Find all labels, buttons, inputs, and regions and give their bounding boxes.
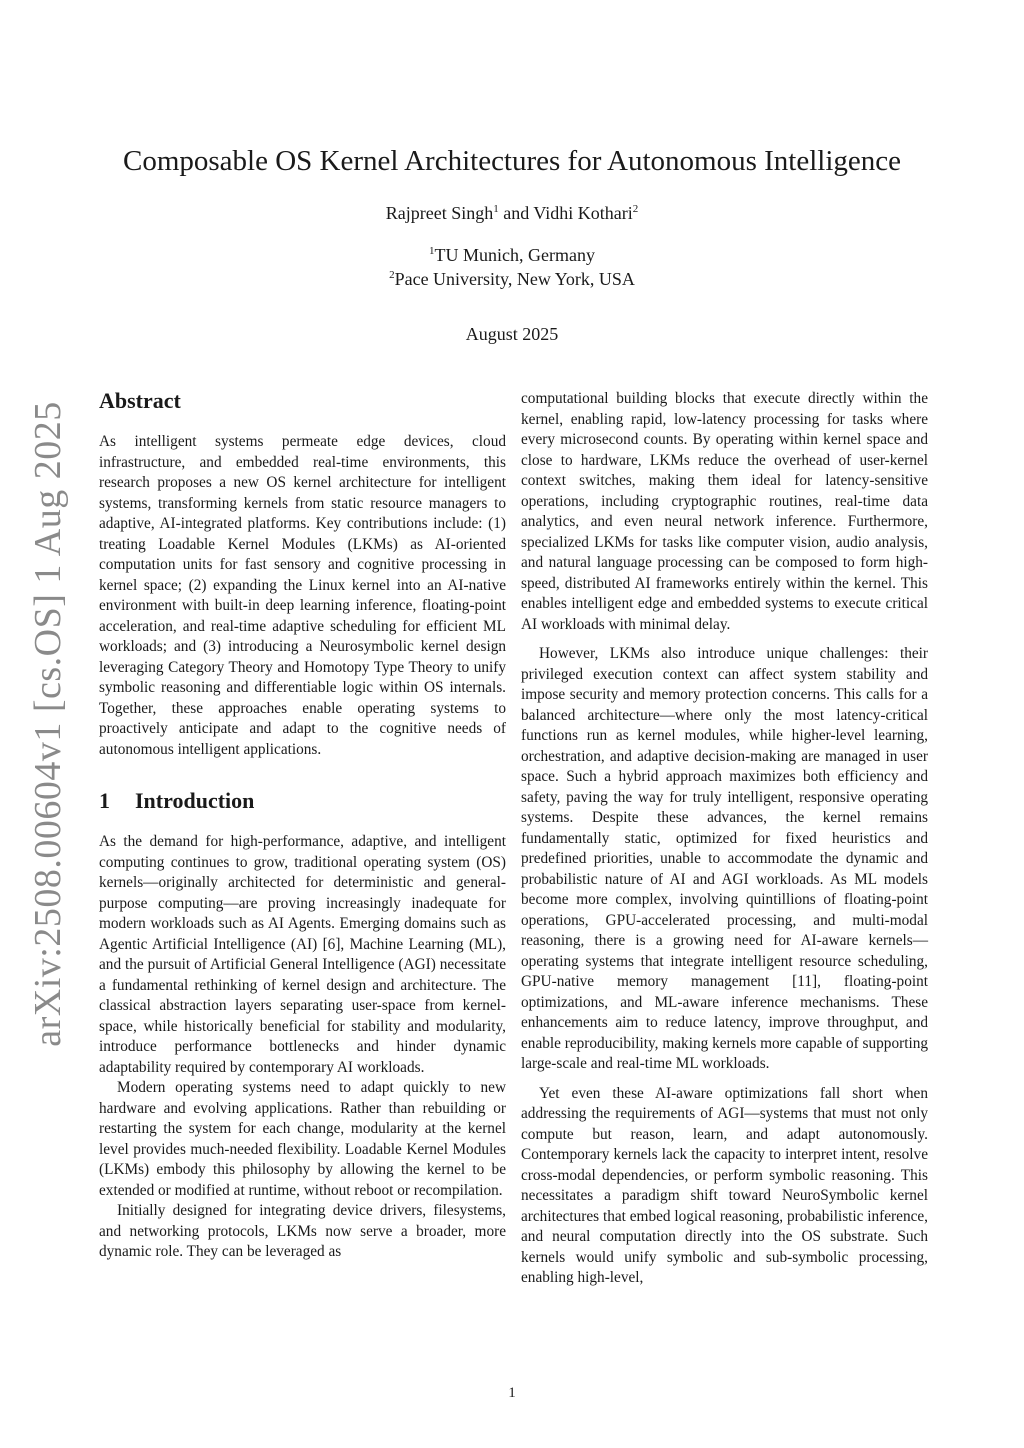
author-name: Vidhi Kothari [533, 203, 633, 223]
body-paragraph: Yet even these AI-aware optimizations fall short when addressing the requirements of AGI—systems that must not only compute but reason, learn, and adapt autonomously. Contemporary kernels lack the capacity to interpret intent, resolve cross-modal dependencies, or perform symbolic reasoning. This necessitates a paradigm shift toward NeuroSymbolic kernel architectures that embed logical reasoning, probabilistic inference, and neural computation directly into the OS substrate. Such kernels would unify symbolic and sub-symbolic processing, enabling high-level, [521, 1084, 928, 1286]
abstract-text: As intelligent systems permeate edge devices, cloud infrastructure, and embedded real-time environments, this research proposes a new OS kernel architecture for intelligent systems, transforming kernels from static resource managers to adaptive, AI-integrated platforms. Key contributions include: (1) treating Loadable Kernel Modules (LKMs) as AI-oriented computation units for fast sensory and cognitive processing in kernel space; (2) expanding the Linux kernel into an AI-native environment with built-in deep learning inference, floating-point acceleration, and real-time adaptive scheduling for efficient ML workloads; and (3) introducing a Neurosymbolic kernel design leveraging Category Theory and Homotopy Type Theory to unify symbolic reasoning and differentiable logic within OS internals. Together, these approaches enable operating systems to proactively anticipate and adapt to the cognitive needs of autonomous intelligent applications. [99, 433, 506, 758]
affiliation-mark: 1 [493, 203, 499, 215]
right-column [521, 389, 928, 1289]
section-title: Introduction [135, 788, 255, 813]
abstract-heading: Abstract [99, 388, 181, 413]
left-column [99, 386, 506, 1263]
author-connector: and [498, 203, 534, 223]
affiliation [0, 243, 1024, 267]
affiliation-text: TU Munich, Germany [434, 245, 595, 265]
author-name: Rajpreet Singh [385, 203, 494, 223]
section-heading [99, 786, 506, 816]
affiliation-mark: 2 [389, 269, 395, 281]
body-paragraph: However, LKMs also introduce unique challenges: their privileged execution context can affect system stability and impose security and memory protection concerns. This calls for a balanced architecture—where only the most latency-critical functions run as kernel modules, while higher-level learning, orchestration, and adaptive decision-making are managed in user space. Such a hybrid approach maximizes both efficiency and safety, paving the way for truly intelligent, responsive operating systems. Despite these advances, the kernel remains fundamentally static, optimized for fixed heuristics and predefined priorities, unable to accommodate the dynamic and probabilistic nature of AI and AGI workloads. As ML models become more complex, involving quintillions of floating-point operations, GPU-accelerated processing, and multi-modal reasoning, there is a growing need for AI-aware kernels—operating systems that integrate intelligent resource scheduling, GPU-native memory management [11], floating-point optimizations, and ML-aware inference mechanisms. These enhancements aim to reduce latency, improve throughput, and enable reproducibility, making kernels more capable of supporting large-scale and real-time ML workloads. [521, 645, 928, 1072]
body-paragraph: As the demand for high-performance, adaptive, and intelligent computing continues to grow, traditional operating system (OS) kernels—originally architected for deterministic and general-purpose computing—are proving increasingly inadequate for modern workloads such as AI Agents. Emerging domains such as Agentic Artificial Intelligence (AI) [6], Machine Learning (ML), and the pursuit of Artificial General Intelligence (AGI) necessitate a fundamental rethinking of kernel design and architecture. The classical abstraction layers separating user-space from kernel-space, while historically beneficial for stability and modularity, introduce performance bottlenecks and hinder dynamic adaptability required by contemporary AI workloads. [99, 833, 506, 1076]
body-paragraph: Modern operating systems need to adapt quickly to new hardware and evolving applications. Rather than rebuilding or restarting the system for each change, modularity at the kernel level provides much-needed flexibility. Loadable Kernel Modules (LKMs) embody this philosophy by allowing the kernel to be extended or modified at runtime, without reboot or recompilation. [99, 1079, 506, 1199]
body-paragraph: Initially designed for integrating device drivers, filesystems, and networking protocols, LKMs now serve a broader, more dynamic role. They can be leveraged as [99, 1202, 506, 1260]
affiliation-mark: 2 [632, 203, 639, 215]
author-line [0, 200, 1024, 226]
publication-date: August 2025 [465, 324, 559, 344]
paper-title: Composable OS Kernel Architectures for Autonomous Intelligence [123, 145, 901, 177]
page-number: 1 [508, 1385, 516, 1401]
arxiv-identifier: arXiv:2508.00604v1 [cs.OS] 1 Aug 2025 [27, 401, 69, 1047]
section-number: 1 [99, 788, 110, 813]
affiliation [0, 267, 1024, 291]
affiliation-mark: 1 [429, 245, 435, 257]
affiliation-text: Pace University, New York, USA [394, 269, 635, 289]
body-paragraph: computational building blocks that execute directly within the kernel, enabling rapid, low-latency processing for tasks where every microsecond counts. By operating within kernel space and close to hardware, LKMs reduce the overhead of user-kernel context switches, making them ideal for latency-sensitive operations, including cryptographic routines, real-time data analytics, and even neural network inference. Furthermore, specialized LKMs for tasks like computer vision, audio analysis, and natural language processing can be composed to form high-speed, distributed AI frameworks entirely within the kernel. This enables intelligent edge and embedded systems to execute critical AI workloads with minimal delay. [521, 390, 928, 633]
